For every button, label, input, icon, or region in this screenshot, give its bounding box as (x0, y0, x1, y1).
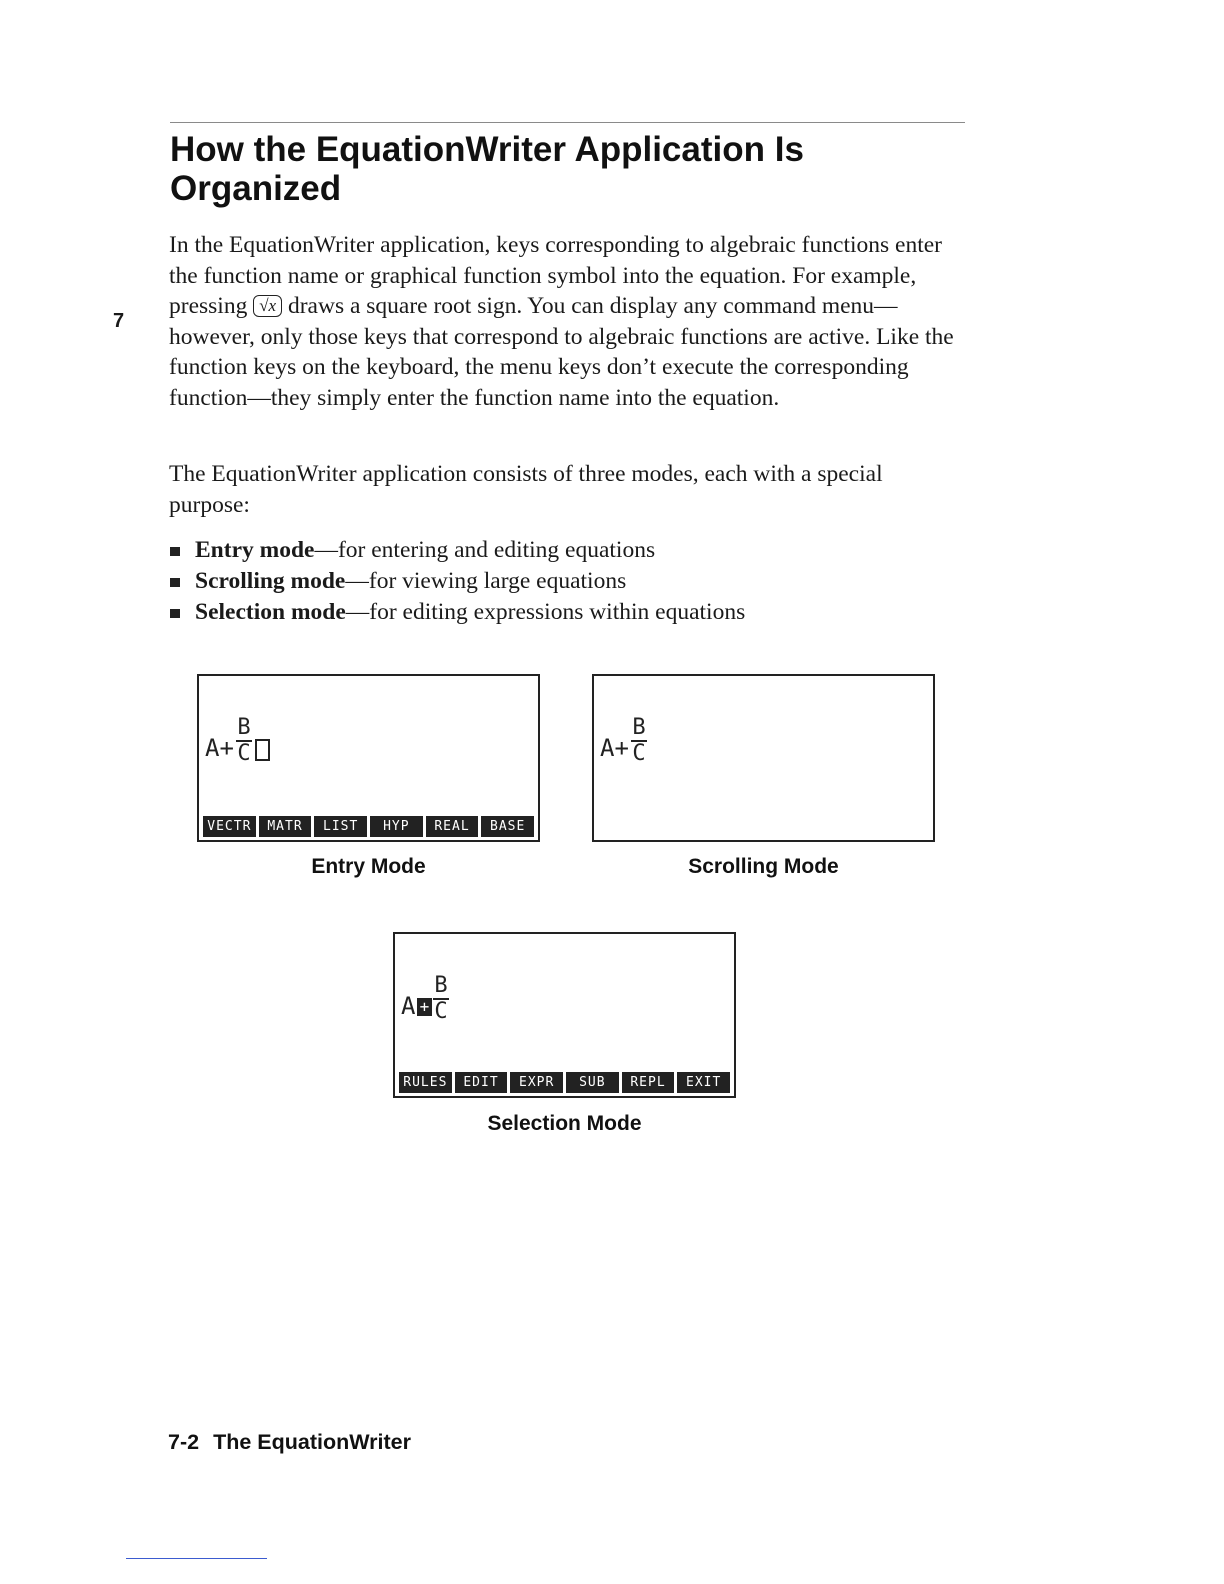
bullet-icon (170, 547, 180, 556)
mode-term: Scrolling mode (195, 568, 346, 594)
page-number: 7-2 (168, 1430, 200, 1454)
denominator: C (434, 999, 448, 1024)
intro-text-part1: In the EquationWriter application, keys corresponding to algebraic functions enter the function name or graphical function symbol into the equation. For example, pressing (169, 232, 942, 319)
page-footer (168, 1430, 411, 1455)
menu-key-exit[interactable]: EXIT (677, 1072, 730, 1093)
section-heading: How the EquationWriter Application Is Organized (170, 130, 804, 208)
menu-key-rules[interactable]: RULES (399, 1072, 452, 1093)
menu-key-list[interactable]: LIST (314, 816, 367, 837)
numerator: B (237, 715, 251, 740)
menu-key-sub[interactable]: SUB (566, 1072, 619, 1093)
cursor-box-icon (255, 739, 270, 761)
mode-desc: —for entering and editing equations (314, 537, 656, 563)
fraction (236, 715, 252, 766)
selection-menu-bar (399, 1072, 730, 1093)
menu-key-hyp[interactable]: HYP (370, 816, 423, 837)
menu-key-repl[interactable]: REPL (622, 1072, 675, 1093)
scrolling-mode-screen (592, 674, 935, 842)
sqrt-key-icon: √x (253, 295, 282, 317)
selection-mode-caption: Selection Mode (487, 1112, 642, 1135)
bullet-icon (170, 609, 180, 618)
modes-list (169, 535, 745, 628)
mode-term: Selection mode (195, 599, 346, 625)
equation-prefix: A (401, 992, 416, 1020)
entry-menu-bar (203, 816, 534, 837)
intro-paragraph (169, 230, 959, 413)
fraction (631, 715, 647, 766)
scrolling-mode-caption: Scrolling Mode (688, 855, 839, 878)
entry-mode-caption: Entry Mode (311, 855, 426, 878)
menu-key-expr[interactable]: EXPR (510, 1072, 563, 1093)
list-item (169, 535, 745, 566)
numerator: B (632, 715, 646, 740)
entry-mode-screen (197, 674, 540, 842)
header-rule (170, 122, 965, 123)
denominator: C (237, 741, 251, 766)
fraction (433, 973, 449, 1024)
selected-operator: + (417, 998, 432, 1016)
denominator: C (632, 741, 646, 766)
intro-text-part2: draws a square root sign. You can display any command menu—however, only those keys that correspond to algebraic functions are active. Like the function keys on the keyboard, the menu keys don’t execute the corresponding function—they simply enter the function name into the equation. (169, 293, 954, 411)
footer-chapter-title: The EquationWriter (213, 1430, 411, 1454)
menu-key-vectr[interactable]: VECTR (203, 816, 256, 837)
menu-key-real[interactable]: REAL (426, 816, 479, 837)
bottom-rule (126, 1558, 267, 1559)
modes-intro-paragraph: The EquationWriter application consists of three modes, each with a special purpose: (169, 461, 883, 518)
mode-desc: —for editing expressions within equations (345, 599, 746, 625)
chapter-tab: 7 (113, 310, 125, 332)
mode-term: Entry mode (195, 537, 315, 563)
selection-mode-screen (393, 932, 736, 1098)
numerator: B (434, 973, 448, 998)
equation-prefix: A+ (600, 734, 629, 762)
mode-desc: —for viewing large equations (345, 568, 627, 594)
list-item (169, 597, 745, 628)
list-item (169, 566, 745, 597)
equation-prefix: A+ (205, 734, 234, 762)
menu-key-edit[interactable]: EDIT (455, 1072, 508, 1093)
bullet-icon (170, 578, 180, 587)
menu-key-matr[interactable]: MATR (259, 816, 312, 837)
menu-key-base[interactable]: BASE (481, 816, 534, 837)
